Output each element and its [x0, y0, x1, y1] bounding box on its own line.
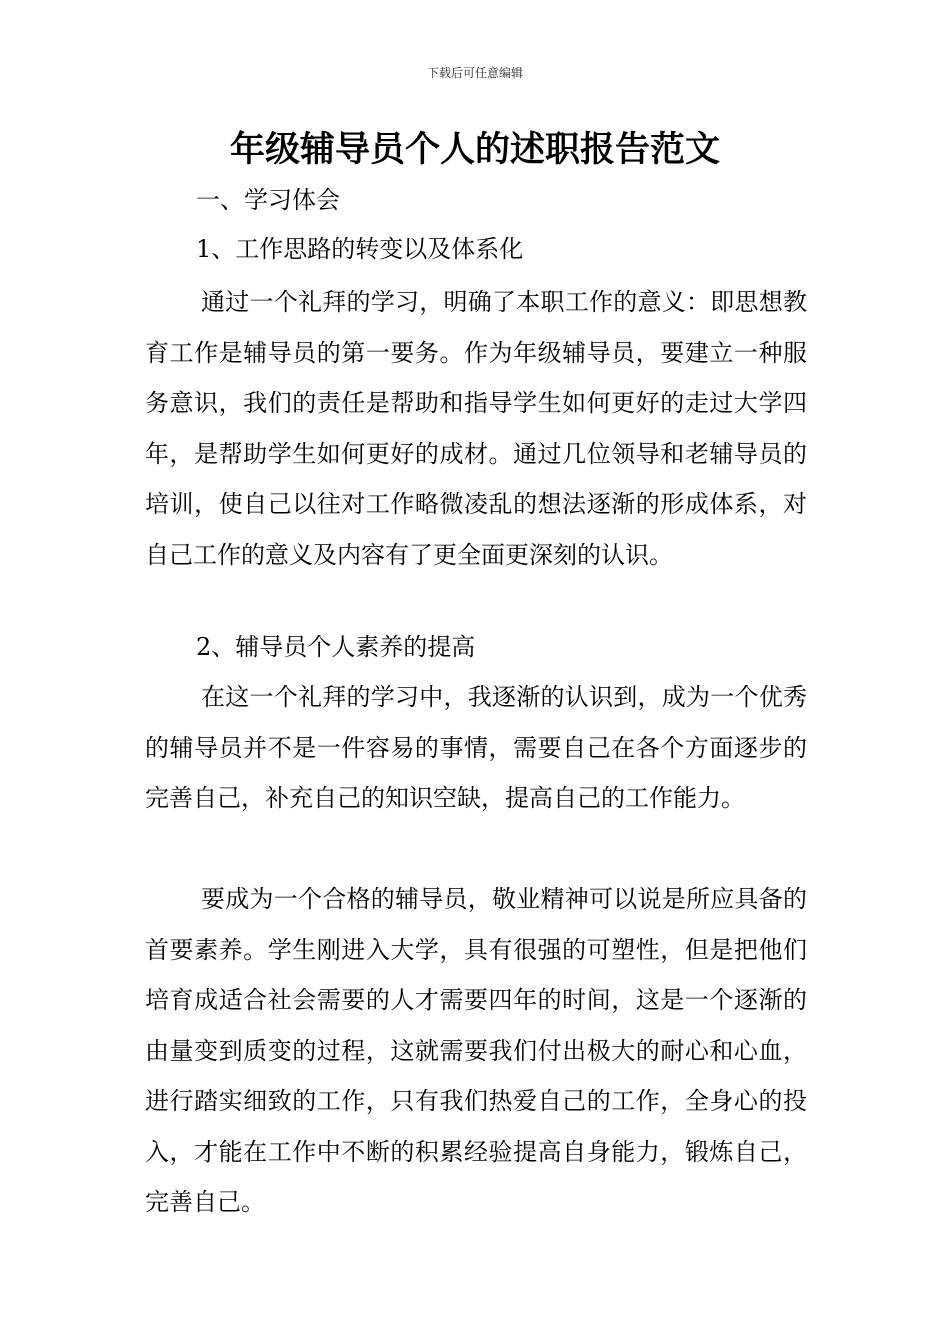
- section-heading-study: 一、学习体会: [196, 186, 340, 214]
- paragraph-personal-quality: 在这一个礼拜的学习中，我逐渐的认识到，成为一个优秀的辅导员并不是一件容易的事情，需要自己在各个方面逐步的完善自己，补充自己的知识空缺，提高自己的工作能力。: [145, 683, 807, 812]
- subheading-work-approach: 1、工作思路的转变以及体系化: [196, 235, 524, 263]
- paragraph-dedication: 要成为一个合格的辅导员，敬业精神可以说是所应具备的首要素养。学生刚进入大学，具有很强的可塑性，但是把他们培育成适合社会需要的人才需要四年的时间，这是一个逐渐的由量变到质变的过程，这就需要我们付出极大的耐心和心血，进行踏实细致的工作，只有我们热爱自己的工作，全身心的投入，才能在工作中不断的积累经验提高自身能力，锻炼自己，完善自己。: [145, 885, 807, 1216]
- document-title: 年级辅导员个人的述职报告范文: [229, 130, 720, 170]
- subheading-personal-quality: 2、辅导员个人素养的提高: [196, 633, 476, 661]
- paragraph-work-approach: 通过一个礼拜的学习，明确了本职工作的意义：即思想教育工作是辅导员的第一要务。作为年级辅导员，要建立一种服务意识，我们的责任是帮助和指导学生如何更好的走过大学四年，是帮助学生如何更好的成材。通过几位领导和老辅导员的培训，使自己以往对工作略微凌乱的想法逐渐的形成体系，对自己工作的意义及内容有了更全面更深刻的认识。: [145, 288, 807, 569]
- page-header-note: 下载后可任意编辑: [426, 66, 523, 80]
